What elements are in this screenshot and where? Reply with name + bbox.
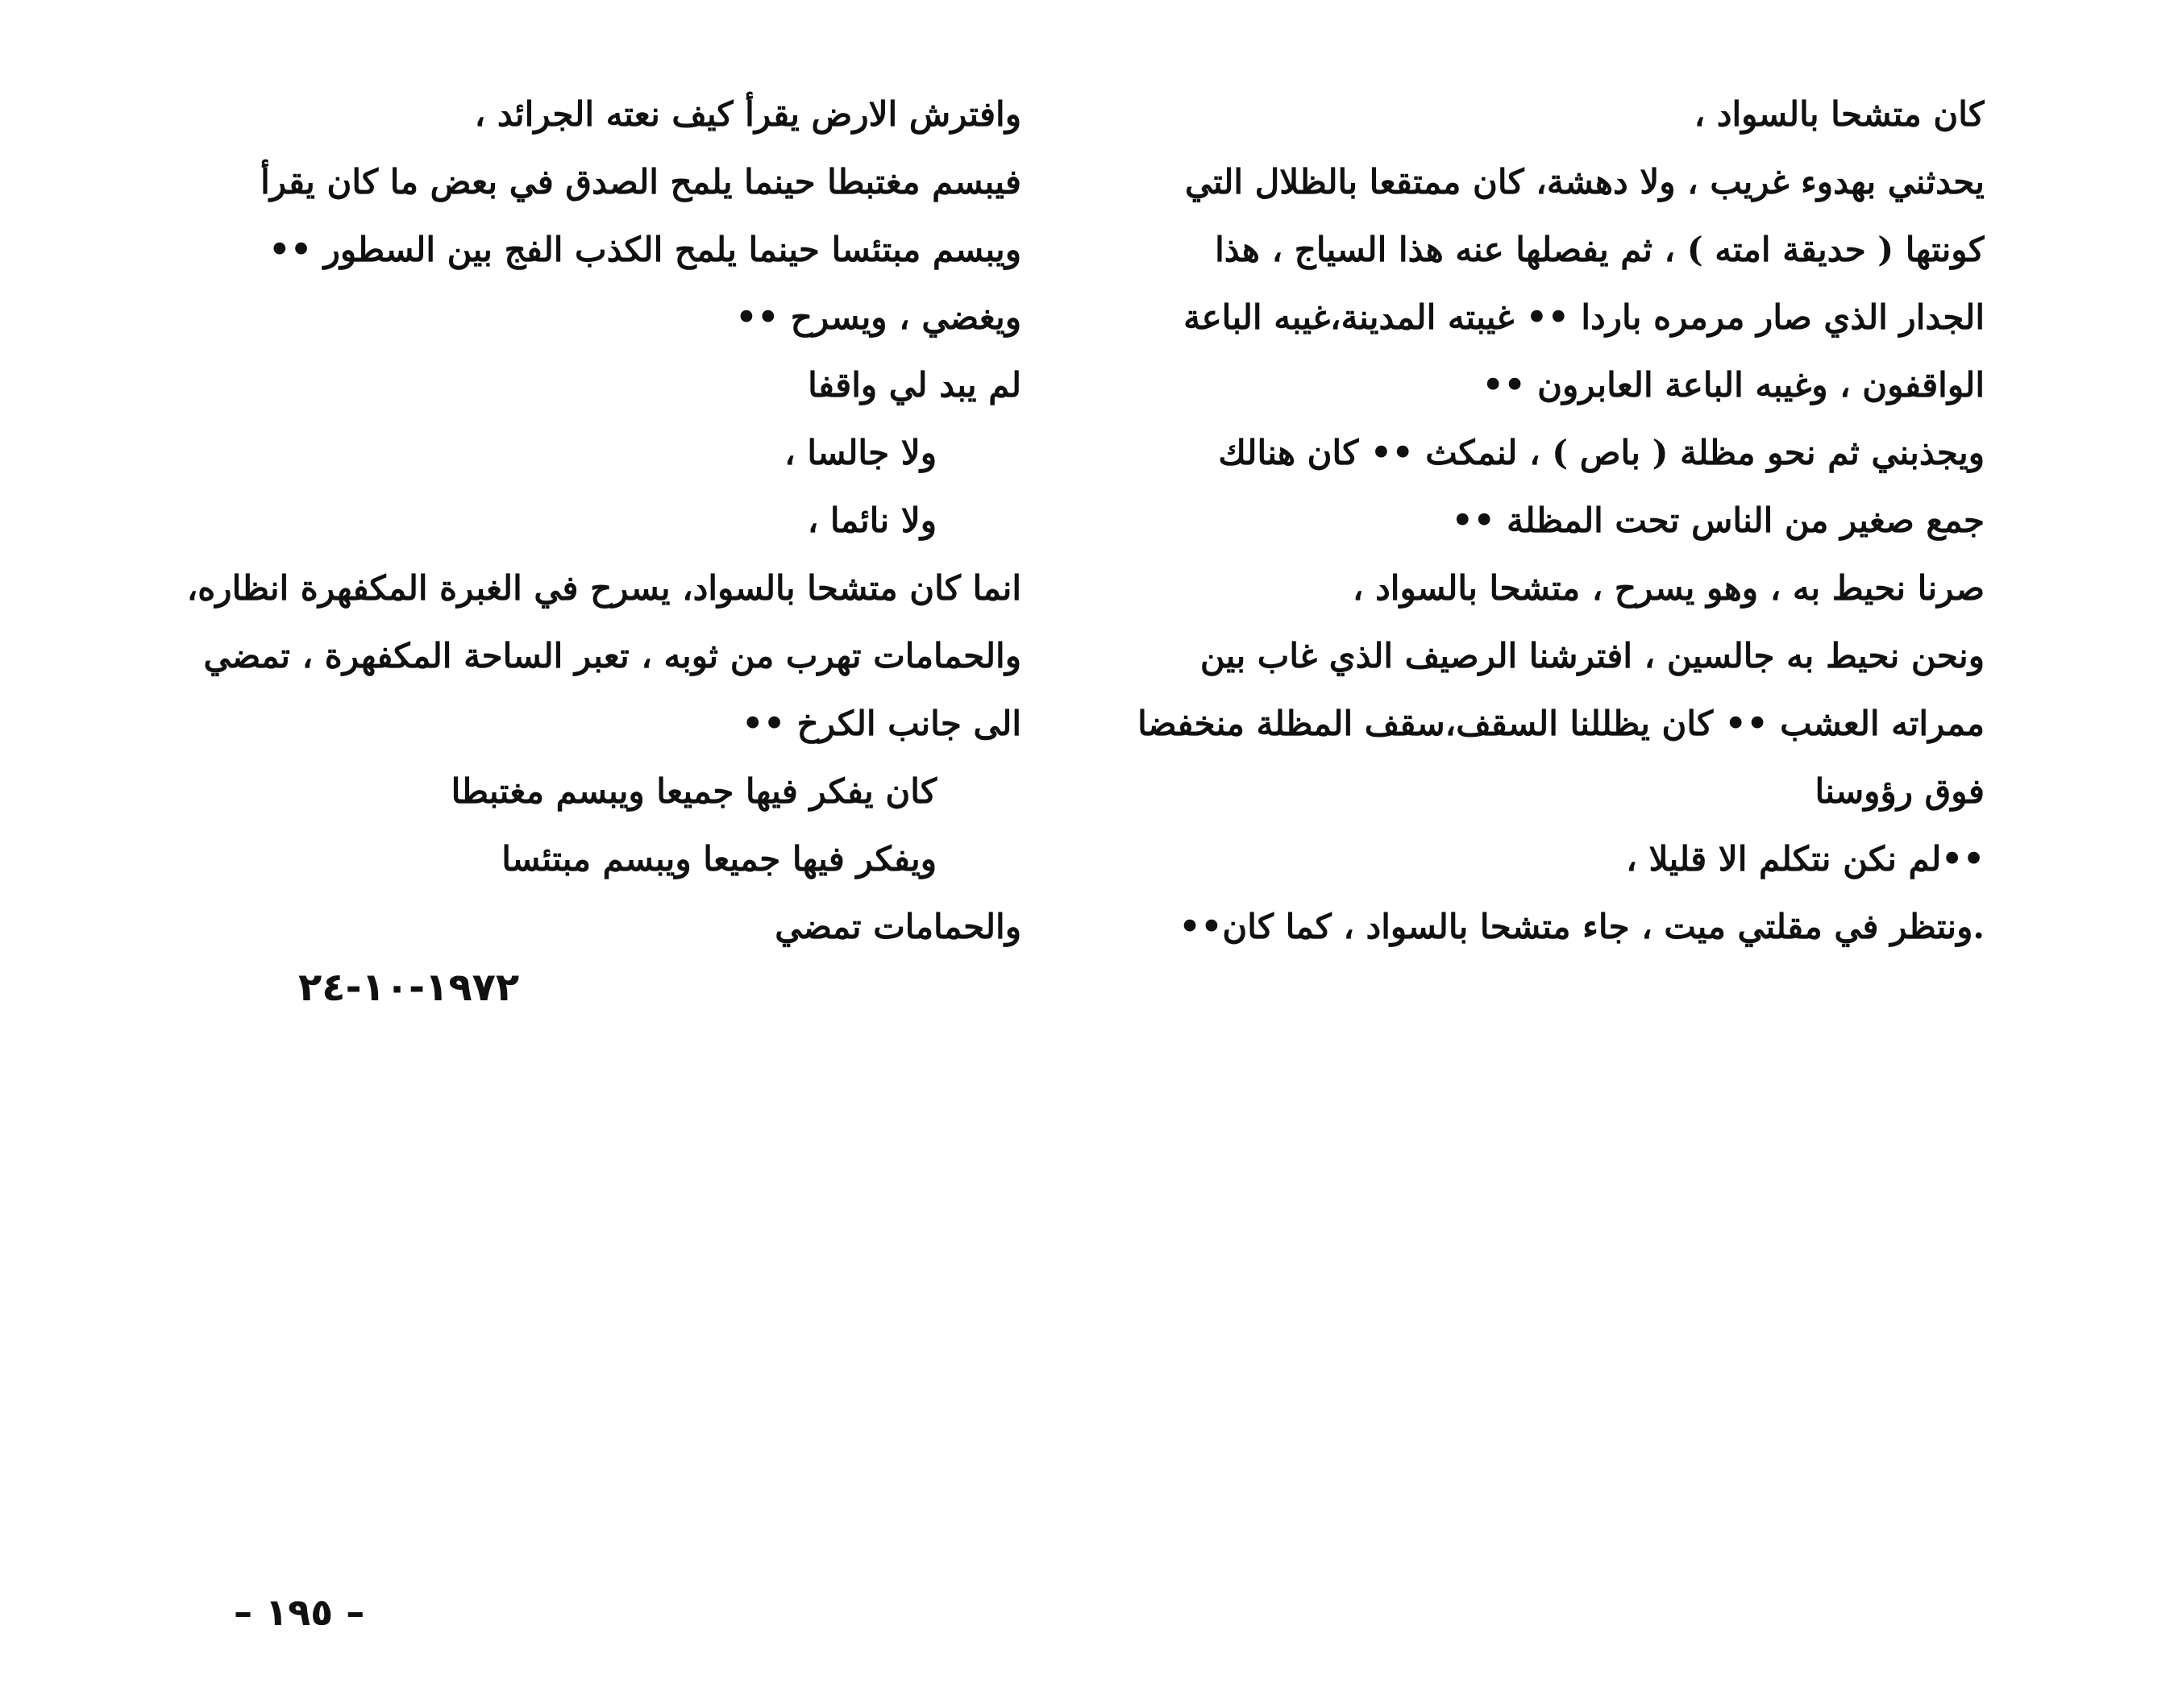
- text-line: ولا نائما ،: [807, 501, 937, 540]
- right-text-column: [1058, 81, 1985, 961]
- text-line: وافترش الارض يقرأ كيف نعته الجرائد ،: [474, 94, 1021, 134]
- text-line: ممراته العشب •• كان يظللنا السقف،سقف المظلة منخفضا: [1137, 704, 1985, 743]
- text-line: ويغضي ، ويسرح ••: [735, 297, 1021, 337]
- text-line: انما كان متشحا بالسواد، يسرح في الغبرة المكفهرة انظاره،: [186, 568, 1021, 608]
- text-line: ونحن نحيط به جالسين ، افترشنا الرصيف الذي غاب بين: [1199, 636, 1985, 675]
- text-line: جمع صغير من الناس تحت المظلة ••: [1451, 501, 1985, 540]
- text-line: الواقفون ، وغيبه الباعة العابرون ••: [1482, 365, 1985, 405]
- poem-date: ١٩٧٢-١٠-٢٤: [298, 965, 520, 1010]
- text-line: يحدثني بهدوء غريب ، ولا دهشة، كان ممتقعا بالظلال التي: [1184, 162, 1985, 202]
- text-line: كان يفكر فيها جميعا ويبسم مغتبطا: [451, 771, 937, 811]
- text-line: كان متشحا بالسواد ،: [1694, 94, 1985, 134]
- page-number: – ١٩٥ –: [234, 1590, 365, 1634]
- text-line: .ونتظر في مقلتي ميت ، جاء متشحا بالسواد ، كما كان••: [1179, 907, 1985, 946]
- text-line: فوق رؤوسنا: [1815, 771, 1985, 811]
- text-line: الجدار الذي صار مرمره باردا •• غيبته المدينة،غيبه الباعة: [1183, 297, 1985, 337]
- text-line: ••لم نكن نتكلم الا قليلا ،: [1626, 839, 1985, 879]
- text-line: لم يبد لي واقفا: [808, 365, 1021, 405]
- text-line: الى جانب الكرخ ••: [742, 704, 1021, 743]
- text-line: ولا جالسا ،: [784, 433, 937, 472]
- text-line: والحمامات تمضي: [775, 907, 1021, 946]
- text-line: ويفكر فيها جميعا ويبسم مبتئسا: [501, 839, 937, 879]
- text-line: ويبسم مبتئسا حينما يلمح الكذب الفج بين السطور ••: [268, 230, 1021, 269]
- text-line: كونتها ( حديقة امته ) ، ثم يفصلها عنه هذا السياج ، هذا: [1215, 230, 1985, 269]
- left-text-column: [14, 81, 1021, 961]
- text-line: ويجذبني ثم نحو مظلة ( باص ) ، لنمكث •• كان هنالك: [1218, 433, 1985, 472]
- text-line: فيبسم مغتبطا حينما يلمح الصدق في بعض ما كان يقرأ: [260, 162, 1021, 202]
- text-line: والحمامات تهرب من ثوبه ، تعبر الساحة المكفهرة ، تمضي: [203, 636, 1021, 675]
- text-line: صرنا نحيط به ، وهو يسرح ، متشحا بالسواد ،: [1352, 568, 1985, 608]
